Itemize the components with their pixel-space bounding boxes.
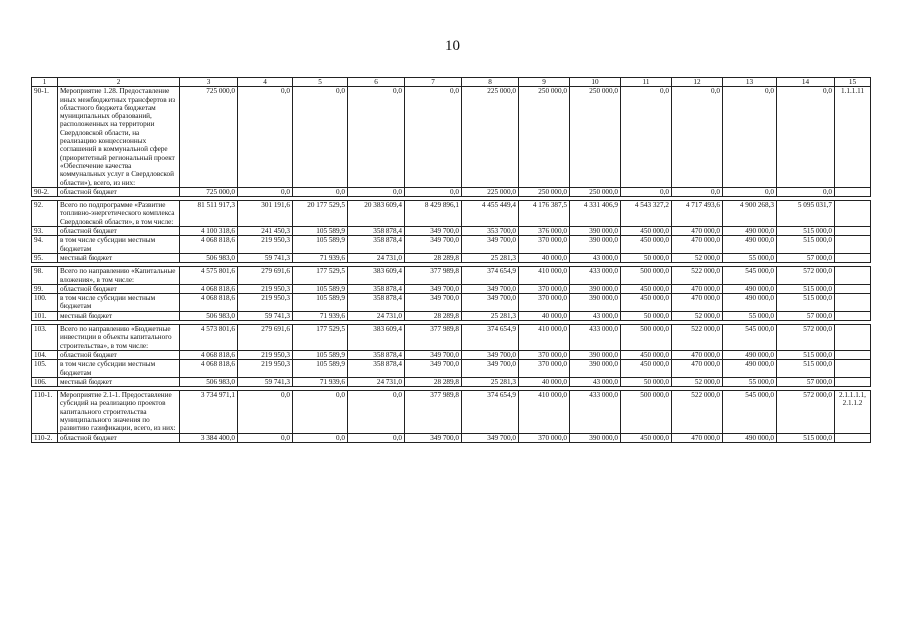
row-name: областной бюджет bbox=[58, 433, 180, 442]
value-cell: 358 878,4 bbox=[348, 236, 405, 254]
value-cell: 28 289,8 bbox=[405, 253, 462, 262]
value-cell: 0,0 bbox=[672, 187, 723, 196]
value-cell: 450 000,0 bbox=[621, 433, 672, 442]
table-header-row bbox=[32, 78, 871, 87]
row-reference bbox=[835, 236, 871, 254]
table-row bbox=[32, 267, 871, 285]
value-cell: 43 000,0 bbox=[570, 377, 621, 386]
value-cell: 450 000,0 bbox=[621, 294, 672, 312]
value-cell: 410 000,0 bbox=[519, 267, 570, 285]
value-cell: 358 878,4 bbox=[348, 360, 405, 378]
value-cell: 20 177 529,5 bbox=[293, 201, 348, 227]
value-cell: 370 000,0 bbox=[519, 294, 570, 312]
value-cell: 370 000,0 bbox=[519, 350, 570, 359]
value-cell: 105 589,9 bbox=[293, 360, 348, 378]
value-cell: 3 384 400,0 bbox=[180, 433, 238, 442]
value-cell: 5 095 031,7 bbox=[777, 201, 835, 227]
value-cell: 450 000,0 bbox=[621, 236, 672, 254]
row-name: областной бюджет bbox=[58, 227, 180, 236]
value-cell: 506 983,0 bbox=[180, 377, 238, 386]
row-code: 94. bbox=[32, 236, 58, 254]
row-reference bbox=[835, 294, 871, 312]
table-row bbox=[32, 350, 871, 359]
header-cell: 11 bbox=[621, 78, 672, 87]
value-cell: 241 450,3 bbox=[238, 227, 293, 236]
value-cell: 515 000,0 bbox=[777, 350, 835, 359]
value-cell: 433 000,0 bbox=[570, 267, 621, 285]
value-cell: 0,0 bbox=[238, 187, 293, 196]
value-cell: 50 000,0 bbox=[621, 311, 672, 320]
value-cell: 43 000,0 bbox=[570, 253, 621, 262]
table-row bbox=[32, 187, 871, 196]
value-cell: 470 000,0 bbox=[672, 294, 723, 312]
value-cell: 4 543 327,2 bbox=[621, 201, 672, 227]
value-cell: 390 000,0 bbox=[570, 227, 621, 236]
value-cell: 8 429 896,1 bbox=[405, 201, 462, 227]
value-cell: 515 000,0 bbox=[777, 284, 835, 293]
row-reference bbox=[835, 227, 871, 236]
value-cell: 0,0 bbox=[238, 87, 293, 188]
value-cell: 725 000,0 bbox=[180, 187, 238, 196]
value-cell: 515 000,0 bbox=[777, 294, 835, 312]
value-cell: 515 000,0 bbox=[777, 360, 835, 378]
value-cell: 0,0 bbox=[293, 187, 348, 196]
value-cell: 545 000,0 bbox=[723, 391, 777, 433]
value-cell: 390 000,0 bbox=[570, 236, 621, 254]
row-code: 98. bbox=[32, 267, 58, 285]
value-cell: 349 700,0 bbox=[405, 294, 462, 312]
value-cell: 105 589,9 bbox=[293, 294, 348, 312]
row-reference bbox=[835, 433, 871, 442]
value-cell: 358 878,4 bbox=[348, 294, 405, 312]
value-cell: 349 700,0 bbox=[405, 284, 462, 293]
value-cell: 0,0 bbox=[238, 391, 293, 433]
header-cell: 14 bbox=[777, 78, 835, 87]
row-reference bbox=[835, 325, 871, 351]
row-code: 99. bbox=[32, 284, 58, 293]
value-cell: 219 950,3 bbox=[238, 284, 293, 293]
value-cell: 219 950,3 bbox=[238, 350, 293, 359]
value-cell: 0,0 bbox=[777, 187, 835, 196]
value-cell: 250 000,0 bbox=[570, 87, 621, 188]
value-cell: 250 000,0 bbox=[519, 187, 570, 196]
value-cell: 57 000,0 bbox=[777, 311, 835, 320]
value-cell: 24 731,0 bbox=[348, 311, 405, 320]
value-cell: 40 000,0 bbox=[519, 253, 570, 262]
value-cell: 24 731,0 bbox=[348, 377, 405, 386]
value-cell: 301 191,6 bbox=[238, 201, 293, 227]
value-cell: 349 700,0 bbox=[405, 350, 462, 359]
header-cell: 15 bbox=[835, 78, 871, 87]
value-cell: 390 000,0 bbox=[570, 350, 621, 359]
value-cell: 515 000,0 bbox=[777, 236, 835, 254]
value-cell: 390 000,0 bbox=[570, 433, 621, 442]
value-cell: 450 000,0 bbox=[621, 350, 672, 359]
value-cell: 4 455 449,4 bbox=[462, 201, 519, 227]
value-cell: 374 654,9 bbox=[462, 325, 519, 351]
value-cell: 490 000,0 bbox=[723, 433, 777, 442]
value-cell: 490 000,0 bbox=[723, 360, 777, 378]
value-cell: 52 000,0 bbox=[672, 377, 723, 386]
value-cell: 4 331 406,9 bbox=[570, 201, 621, 227]
value-cell: 490 000,0 bbox=[723, 236, 777, 254]
header-cell: 6 bbox=[348, 78, 405, 87]
value-cell: 4 068 818,6 bbox=[180, 294, 238, 312]
value-cell: 0,0 bbox=[405, 87, 462, 188]
value-cell: 105 589,9 bbox=[293, 350, 348, 359]
value-cell: 383 609,4 bbox=[348, 325, 405, 351]
value-cell: 450 000,0 bbox=[621, 360, 672, 378]
value-cell: 515 000,0 bbox=[777, 433, 835, 442]
value-cell: 522 000,0 bbox=[672, 325, 723, 351]
row-name: местный бюджет bbox=[58, 377, 180, 386]
row-reference bbox=[835, 267, 871, 285]
value-cell: 470 000,0 bbox=[672, 236, 723, 254]
value-cell: 0,0 bbox=[621, 87, 672, 188]
value-cell: 0,0 bbox=[672, 87, 723, 188]
value-cell: 572 000,0 bbox=[777, 391, 835, 433]
value-cell: 0,0 bbox=[293, 433, 348, 442]
value-cell: 522 000,0 bbox=[672, 391, 723, 433]
value-cell: 383 609,4 bbox=[348, 267, 405, 285]
value-cell: 390 000,0 bbox=[570, 360, 621, 378]
row-code: 93. bbox=[32, 227, 58, 236]
row-reference bbox=[835, 350, 871, 359]
row-code: 90-1. bbox=[32, 87, 58, 188]
row-reference bbox=[835, 253, 871, 262]
row-name: в том числе субсидии местным бюджетам bbox=[58, 236, 180, 254]
value-cell: 377 989,8 bbox=[405, 325, 462, 351]
value-cell: 20 383 609,4 bbox=[348, 201, 405, 227]
value-cell: 725 000,0 bbox=[180, 87, 238, 188]
value-cell: 219 950,3 bbox=[238, 236, 293, 254]
table-row bbox=[32, 284, 871, 293]
value-cell: 177 529,5 bbox=[293, 267, 348, 285]
value-cell: 4 573 801,6 bbox=[180, 325, 238, 351]
header-cell: 7 bbox=[405, 78, 462, 87]
value-cell: 374 654,9 bbox=[462, 267, 519, 285]
value-cell: 490 000,0 bbox=[723, 350, 777, 359]
row-name: местный бюджет bbox=[58, 311, 180, 320]
table-row bbox=[32, 325, 871, 351]
value-cell: 279 691,6 bbox=[238, 325, 293, 351]
value-cell: 349 700,0 bbox=[405, 433, 462, 442]
value-cell: 0,0 bbox=[723, 187, 777, 196]
header-cell: 3 bbox=[180, 78, 238, 87]
row-reference: 1.1.1.11 bbox=[835, 87, 871, 188]
value-cell: 71 939,6 bbox=[293, 311, 348, 320]
row-code: 103. bbox=[32, 325, 58, 351]
value-cell: 0,0 bbox=[348, 391, 405, 433]
value-cell: 71 939,6 bbox=[293, 377, 348, 386]
value-cell: 522 000,0 bbox=[672, 267, 723, 285]
value-cell: 55 000,0 bbox=[723, 377, 777, 386]
value-cell: 28 289,8 bbox=[405, 311, 462, 320]
value-cell: 219 950,3 bbox=[238, 294, 293, 312]
row-name: Всего по направлению «Бюджетные инвестиции в объекты капитального строительства», в том числе: bbox=[58, 325, 180, 351]
value-cell: 470 000,0 bbox=[672, 227, 723, 236]
row-name: в том числе субсидии местным бюджетам bbox=[58, 360, 180, 378]
value-cell: 377 989,8 bbox=[405, 267, 462, 285]
value-cell: 4 068 818,6 bbox=[180, 350, 238, 359]
table-row bbox=[32, 253, 871, 262]
budget-table bbox=[31, 77, 871, 443]
value-cell: 4 068 818,6 bbox=[180, 236, 238, 254]
value-cell: 57 000,0 bbox=[777, 377, 835, 386]
value-cell: 0,0 bbox=[238, 433, 293, 442]
value-cell: 0,0 bbox=[405, 187, 462, 196]
value-cell: 81 511 917,3 bbox=[180, 201, 238, 227]
value-cell: 52 000,0 bbox=[672, 253, 723, 262]
value-cell: 358 878,4 bbox=[348, 227, 405, 236]
header-cell: 12 bbox=[672, 78, 723, 87]
row-name: местный бюджет bbox=[58, 253, 180, 262]
value-cell: 219 950,3 bbox=[238, 360, 293, 378]
value-cell: 250 000,0 bbox=[519, 87, 570, 188]
value-cell: 279 691,6 bbox=[238, 267, 293, 285]
header-cell: 13 bbox=[723, 78, 777, 87]
value-cell: 490 000,0 bbox=[723, 284, 777, 293]
value-cell: 515 000,0 bbox=[777, 227, 835, 236]
value-cell: 349 700,0 bbox=[462, 236, 519, 254]
row-reference bbox=[835, 284, 871, 293]
value-cell: 40 000,0 bbox=[519, 311, 570, 320]
row-name: областной бюджет bbox=[58, 284, 180, 293]
row-code: 92. bbox=[32, 201, 58, 227]
table-row bbox=[32, 227, 871, 236]
value-cell: 40 000,0 bbox=[519, 377, 570, 386]
value-cell: 370 000,0 bbox=[519, 284, 570, 293]
row-code: 101. bbox=[32, 311, 58, 320]
header-cell: 2 bbox=[58, 78, 180, 87]
row-reference bbox=[835, 187, 871, 196]
value-cell: 370 000,0 bbox=[519, 433, 570, 442]
value-cell: 349 700,0 bbox=[462, 360, 519, 378]
row-name: областной бюджет bbox=[58, 187, 180, 196]
value-cell: 450 000,0 bbox=[621, 227, 672, 236]
value-cell: 177 529,5 bbox=[293, 325, 348, 351]
value-cell: 370 000,0 bbox=[519, 236, 570, 254]
value-cell: 0,0 bbox=[723, 87, 777, 188]
value-cell: 4 068 818,6 bbox=[180, 360, 238, 378]
row-reference bbox=[835, 360, 871, 378]
value-cell: 376 000,0 bbox=[519, 227, 570, 236]
value-cell: 390 000,0 bbox=[570, 294, 621, 312]
value-cell: 25 281,3 bbox=[462, 253, 519, 262]
value-cell: 0,0 bbox=[348, 433, 405, 442]
value-cell: 470 000,0 bbox=[672, 360, 723, 378]
value-cell: 250 000,0 bbox=[570, 187, 621, 196]
value-cell: 50 000,0 bbox=[621, 377, 672, 386]
row-name: Всего по направлению «Капитальные вложения», в том числе: bbox=[58, 267, 180, 285]
value-cell: 433 000,0 bbox=[570, 325, 621, 351]
row-code: 110-1. bbox=[32, 391, 58, 433]
value-cell: 225 000,0 bbox=[462, 87, 519, 188]
table-row bbox=[32, 201, 871, 227]
value-cell: 55 000,0 bbox=[723, 253, 777, 262]
value-cell: 349 700,0 bbox=[405, 236, 462, 254]
row-name: областной бюджет bbox=[58, 350, 180, 359]
value-cell: 0,0 bbox=[293, 87, 348, 188]
value-cell: 59 741,3 bbox=[238, 253, 293, 262]
row-name: в том числе субсидии местным бюджетам bbox=[58, 294, 180, 312]
value-cell: 25 281,3 bbox=[462, 311, 519, 320]
header-cell: 10 bbox=[570, 78, 621, 87]
value-cell: 500 000,0 bbox=[621, 325, 672, 351]
value-cell: 3 734 971,1 bbox=[180, 391, 238, 433]
row-name: Мероприятие 1.28. Предоставление иных межбюджетных трансфертов из областного бюджета бюджетам муниципальных образований, расположенных на территории Свердловской области, на реализацию концессионных соглашений в коммунальной сфере (приоритетный региональный проект «Обеспечение качества коммунальных услуг в Свердловской области»), всего, из них: bbox=[58, 87, 180, 188]
row-code: 95. bbox=[32, 253, 58, 262]
value-cell: 0,0 bbox=[777, 87, 835, 188]
value-cell: 377 989,8 bbox=[405, 391, 462, 433]
row-code: 110-2. bbox=[32, 433, 58, 442]
table-row bbox=[32, 360, 871, 378]
value-cell: 506 983,0 bbox=[180, 311, 238, 320]
value-cell: 450 000,0 bbox=[621, 284, 672, 293]
table-row bbox=[32, 236, 871, 254]
value-cell: 225 000,0 bbox=[462, 187, 519, 196]
table-row bbox=[32, 391, 871, 433]
value-cell: 500 000,0 bbox=[621, 391, 672, 433]
value-cell: 24 731,0 bbox=[348, 253, 405, 262]
value-cell: 43 000,0 bbox=[570, 311, 621, 320]
value-cell: 4 176 387,5 bbox=[519, 201, 570, 227]
value-cell: 470 000,0 bbox=[672, 284, 723, 293]
value-cell: 470 000,0 bbox=[672, 350, 723, 359]
value-cell: 506 983,0 bbox=[180, 253, 238, 262]
row-code: 104. bbox=[32, 350, 58, 359]
value-cell: 353 700,0 bbox=[462, 227, 519, 236]
value-cell: 390 000,0 bbox=[570, 284, 621, 293]
value-cell: 545 000,0 bbox=[723, 267, 777, 285]
value-cell: 490 000,0 bbox=[723, 294, 777, 312]
value-cell: 349 700,0 bbox=[462, 433, 519, 442]
value-cell: 59 741,3 bbox=[238, 311, 293, 320]
row-code: 90-2. bbox=[32, 187, 58, 196]
value-cell: 4 100 318,6 bbox=[180, 227, 238, 236]
value-cell: 4 717 493,6 bbox=[672, 201, 723, 227]
value-cell: 105 589,9 bbox=[293, 236, 348, 254]
value-cell: 470 000,0 bbox=[672, 433, 723, 442]
value-cell: 0,0 bbox=[293, 391, 348, 433]
value-cell: 572 000,0 bbox=[777, 267, 835, 285]
table-row bbox=[32, 377, 871, 386]
value-cell: 358 878,4 bbox=[348, 350, 405, 359]
header-cell: 5 bbox=[293, 78, 348, 87]
value-cell: 57 000,0 bbox=[777, 253, 835, 262]
value-cell: 52 000,0 bbox=[672, 311, 723, 320]
row-code: 105. bbox=[32, 360, 58, 378]
row-code: 100. bbox=[32, 294, 58, 312]
value-cell: 410 000,0 bbox=[519, 325, 570, 351]
value-cell: 105 589,9 bbox=[293, 227, 348, 236]
value-cell: 490 000,0 bbox=[723, 227, 777, 236]
value-cell: 50 000,0 bbox=[621, 253, 672, 262]
value-cell: 0,0 bbox=[348, 187, 405, 196]
table-row bbox=[32, 294, 871, 312]
row-name: Всего по подпрограмме «Развитие топливно-энергетического комплекса Свердловской области», в том числе: bbox=[58, 201, 180, 227]
row-code: 106. bbox=[32, 377, 58, 386]
value-cell: 28 289,8 bbox=[405, 377, 462, 386]
row-name: Мероприятие 2.1-1. Предоставление субсидий на реализацию проектов капитального строительства муниципального значения по развитию газификации, всего, из них: bbox=[58, 391, 180, 433]
page-number: 10 bbox=[445, 38, 460, 54]
row-reference bbox=[835, 311, 871, 320]
value-cell: 349 700,0 bbox=[462, 350, 519, 359]
value-cell: 358 878,4 bbox=[348, 284, 405, 293]
header-cell: 8 bbox=[462, 78, 519, 87]
row-reference: 2.1.1.1.1, 2.1.1.2 bbox=[835, 391, 871, 433]
value-cell: 410 000,0 bbox=[519, 391, 570, 433]
value-cell: 4 575 801,6 bbox=[180, 267, 238, 285]
value-cell: 25 281,3 bbox=[462, 377, 519, 386]
value-cell: 71 939,6 bbox=[293, 253, 348, 262]
value-cell: 349 700,0 bbox=[405, 227, 462, 236]
value-cell: 349 700,0 bbox=[462, 294, 519, 312]
value-cell: 370 000,0 bbox=[519, 360, 570, 378]
value-cell: 500 000,0 bbox=[621, 267, 672, 285]
row-reference bbox=[835, 377, 871, 386]
header-cell: 9 bbox=[519, 78, 570, 87]
value-cell: 0,0 bbox=[621, 187, 672, 196]
value-cell: 0,0 bbox=[348, 87, 405, 188]
value-cell: 349 700,0 bbox=[462, 284, 519, 293]
table-row bbox=[32, 311, 871, 320]
table-row bbox=[32, 87, 871, 188]
header-cell: 4 bbox=[238, 78, 293, 87]
value-cell: 545 000,0 bbox=[723, 325, 777, 351]
header-cell: 1 bbox=[32, 78, 58, 87]
value-cell: 105 589,9 bbox=[293, 284, 348, 293]
value-cell: 4 900 268,3 bbox=[723, 201, 777, 227]
value-cell: 433 000,0 bbox=[570, 391, 621, 433]
value-cell: 4 068 818,6 bbox=[180, 284, 238, 293]
value-cell: 374 654,9 bbox=[462, 391, 519, 433]
value-cell: 572 000,0 bbox=[777, 325, 835, 351]
row-reference bbox=[835, 201, 871, 227]
value-cell: 59 741,3 bbox=[238, 377, 293, 386]
value-cell: 349 700,0 bbox=[405, 360, 462, 378]
table-row bbox=[32, 433, 871, 442]
value-cell: 55 000,0 bbox=[723, 311, 777, 320]
